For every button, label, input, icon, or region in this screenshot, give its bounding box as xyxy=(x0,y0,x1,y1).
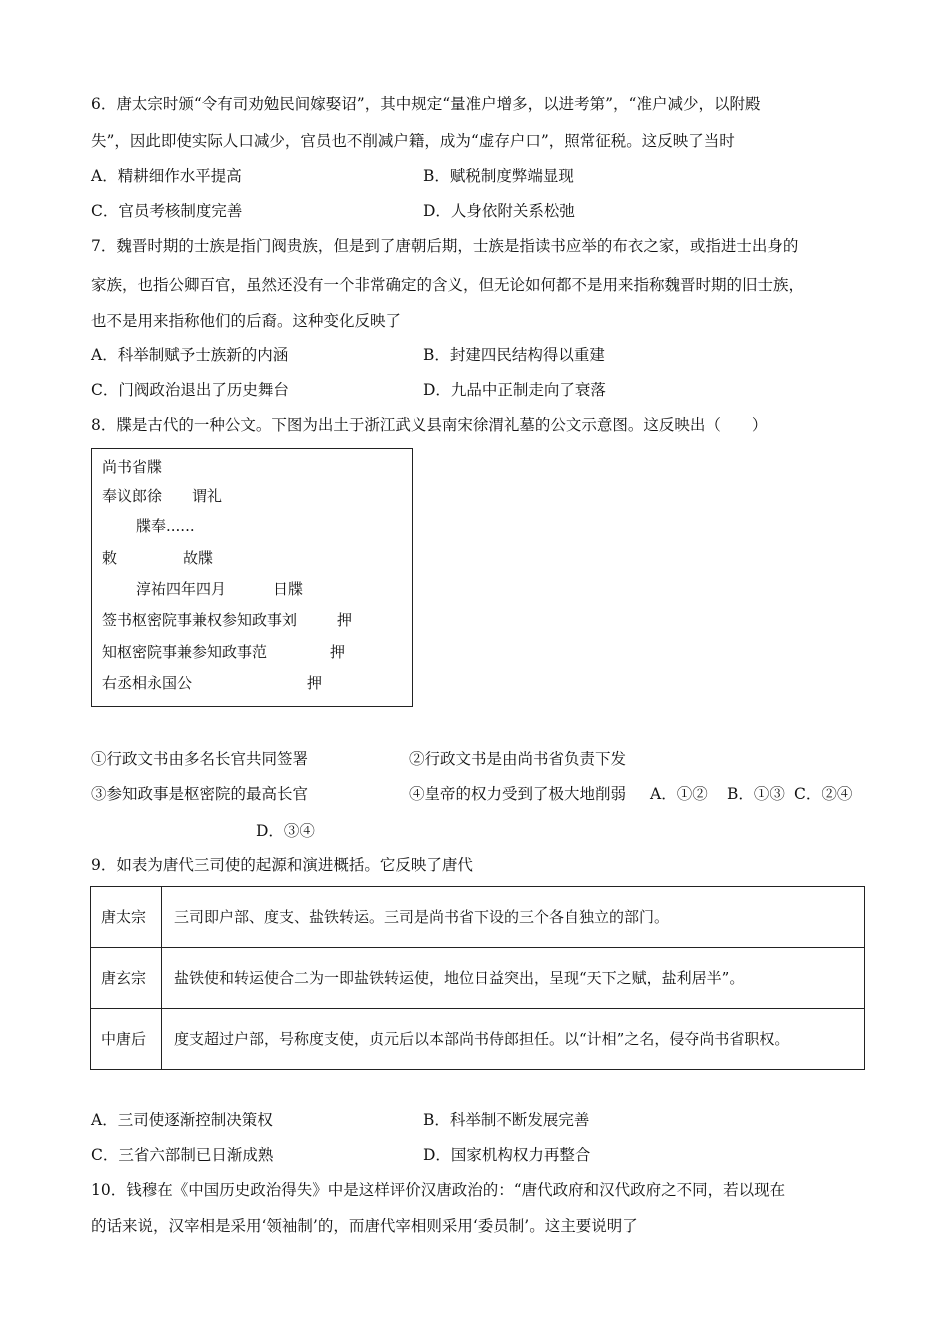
table-row xyxy=(91,887,865,948)
doc-line-recipient: 奉议郎徐 谓礼 xyxy=(102,487,223,505)
q7-option-b[interactable]: B．封建四民结构得以重建 xyxy=(423,346,605,364)
doc-line-signer-1: 签书枢密院事兼权参知政事刘 xyxy=(102,611,298,629)
q7-stem-line-3: 也不是用来指称他们的后裔。这种变化反映了 xyxy=(91,312,402,330)
q8-statement-4: ④皇帝的权力受到了极大地削弱 xyxy=(409,785,627,803)
era-cell: 唐太宗 xyxy=(91,887,162,948)
doc-line-date-suffix: 日牒 xyxy=(273,580,304,598)
q6-stem-line-2: 失”，因此即使实际人口减少，官员也不削减户籍，成为“虚存户口”，照常征税。这反映了当时 xyxy=(91,132,735,150)
q8-stem: 8．牒是古代的一种公文。下图为出土于浙江武义县南宋徐渭礼墓的公文示意图。这反映出（ ） xyxy=(91,416,768,434)
doc-line-date: 淳祐四年四月 xyxy=(136,580,227,598)
doc-line-therefore: 故牒 xyxy=(183,549,214,567)
era-cell: 唐玄宗 xyxy=(91,948,162,1009)
q10-stem-line-1: 10．钱穆在《中国历史政治得失》中是这样评价汉唐政治的：“唐代政府和汉代政府之不同，若以现在 xyxy=(91,1181,786,1199)
doc-line-seal-2: 押 xyxy=(330,643,346,661)
q7-option-d[interactable]: D．九品中正制走向了衰落 xyxy=(423,381,606,399)
q9-option-d[interactable]: D．国家机构权力再整合 xyxy=(423,1146,591,1164)
era-cell: 中唐后 xyxy=(91,1009,162,1070)
q7-stem-line-1: 7．魏晋时期的士族是指门阀贵族，但是到了唐朝后期，士族是指读书应举的布衣之家，或指进士出身的 xyxy=(91,237,799,255)
q7-option-c[interactable]: C．门阀政治退出了历史舞台 xyxy=(91,381,289,399)
q9-option-c[interactable]: C．三省六部制已日渐成熟 xyxy=(91,1146,274,1164)
q9-stem: 9．如表为唐代三司使的起源和演进概括。它反映了唐代 xyxy=(91,856,473,874)
description-cell: 三司即户部、度支、盐铁转运。三司是尚书省下设的三个各自独立的部门。 xyxy=(162,887,865,948)
q6-option-d[interactable]: D．人身依附关系松弛 xyxy=(423,202,575,220)
q8-option-a[interactable]: A．①② xyxy=(650,785,708,803)
q6-stem-line-1: 6．唐太宗时颁“令有司劝勉民间嫁娶诏”，其中规定“量准户增多，以进考第”，“准户减少，以附殿 xyxy=(91,95,761,113)
official-document-diagram xyxy=(91,448,413,707)
q6-option-a[interactable]: A．精耕细作水平提高 xyxy=(91,167,242,185)
q8-statement-2: ②行政文书是由尚书省负责下发 xyxy=(409,750,627,768)
q8-statement-1: ①行政文书由多名长官共同签署 xyxy=(91,750,309,768)
description-cell: 盐铁使和转运使合二为一即盐铁转运使，地位日益突出，呈现“天下之赋，盐利居半”。 xyxy=(162,948,865,1009)
q10-stem-line-2: 的话来说，汉宰相是采用‘领袖制’的，而唐代宰相则采用‘委员制’。这主要说明了 xyxy=(91,1217,638,1235)
q9-option-b[interactable]: B．科举制不断发展完善 xyxy=(423,1111,590,1129)
doc-line-body: 牒奉...... xyxy=(136,517,195,535)
table-row xyxy=(91,948,865,1009)
doc-line-header: 尚书省牒 xyxy=(102,458,163,476)
q8-statement-3: ③参知政事是枢密院的最高长官 xyxy=(91,785,309,803)
doc-line-signer-3: 右丞相永国公 xyxy=(102,674,193,692)
q7-option-a[interactable]: A．科举制赋予士族新的内涵 xyxy=(91,346,289,364)
description-cell: 度支超过户部，号称度支使，贞元后以本部尚书侍郎担任。以“计相”之名，侵夺尚书省职权。 xyxy=(162,1009,865,1070)
q9-option-a[interactable]: A．三司使逐渐控制决策权 xyxy=(91,1111,273,1129)
q7-stem-line-2: 家族，也指公卿百官，虽然还没有一个非常确定的含义，但无论如何都不是用来指称魏晋时期的旧士族， xyxy=(91,276,805,294)
q8-option-d[interactable]: D．③④ xyxy=(256,822,315,840)
q6-option-b[interactable]: B．赋税制度弊端显现 xyxy=(423,167,574,185)
doc-line-signer-2: 知枢密院事兼参知政事范 xyxy=(102,643,268,661)
three-commissioners-table xyxy=(90,886,865,1070)
q8-option-c[interactable]: C．②④ xyxy=(794,785,853,803)
q6-option-c[interactable]: C．官员考核制度完善 xyxy=(91,202,243,220)
doc-line-seal-3: 押 xyxy=(307,674,323,692)
doc-line-seal-1: 押 xyxy=(337,611,353,629)
table-row xyxy=(91,1009,865,1070)
doc-line-edict: 敕 xyxy=(102,549,118,567)
q8-option-b[interactable]: B．①③ xyxy=(727,785,785,803)
